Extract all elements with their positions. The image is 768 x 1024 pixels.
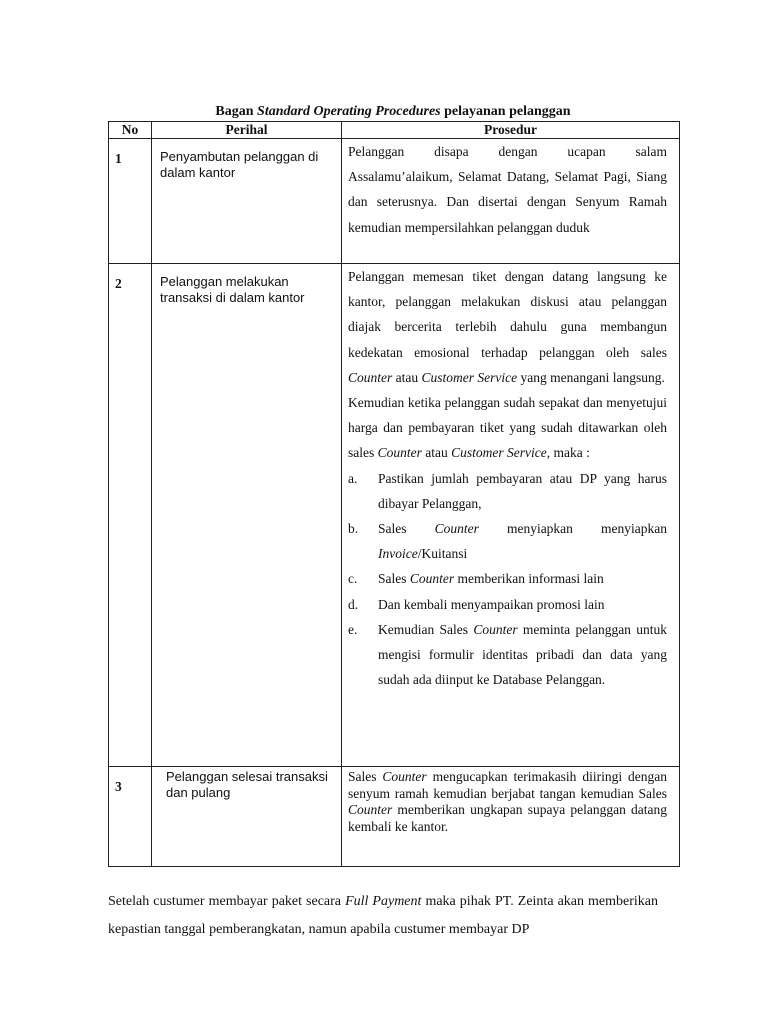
list-item: d. Dan kembali menyampaikan promosi lain xyxy=(348,596,605,612)
table-row xyxy=(109,264,680,767)
table-header-row xyxy=(109,122,680,139)
row-prosedur xyxy=(342,264,680,767)
row-perihal: Pelanggan melakukan transaksi di dalam kantor xyxy=(152,264,342,767)
document-title: Bagan Standard Operating Procedures pelayanan pelanggan xyxy=(215,104,571,119)
list-item: b. Sales Counter menyiapkan menyiapkan Invoice/Kuitansi xyxy=(348,521,667,562)
row-number: 1 xyxy=(109,139,152,264)
list-item: c. Sales Counter memberikan informasi lain xyxy=(348,571,604,587)
row-prosedur: Sales Counter mengucapkan terimakasih diiringi dengan senyum ramah kemudian berjabat tangan kemudian Sales Counter memberikan ungkapan supaya pelanggan datang kembali ke kantor. xyxy=(342,767,680,867)
header-no: No xyxy=(109,122,152,139)
row-perihal: Penyambutan pelanggan di dalam kantor xyxy=(152,139,342,264)
body-paragraph: Setelah custumer membayar paket secara Full Payment maka pihak PT. Zeinta akan memberikan kepastian tanggal pemberangkatan, namun apabila custumer membayar DP xyxy=(108,894,659,937)
row-number: 2 xyxy=(109,264,152,767)
list-item: a. Pastikan jumlah pembayaran atau DP yang harus dibayar Pelanggan, xyxy=(348,470,667,511)
row-prosedur: Pelanggan disapa dengan ucapan salam Assalamu’alaikum, Selamat Datang, Selamat Pagi, Siang dan seterusnya. Dan disertai dengan Senyum Ramah kemudian mempersilahkan pelanggan duduk xyxy=(342,139,680,264)
header-prosedur: Prosedur xyxy=(342,122,680,139)
prosedur-paragraph: Pelanggan memesan tiket dengan datang langsung ke kantor, pelanggan melakukan diskusi atau pelanggan diajak bercerita terlebih dahulu guna membangun kedekatan emosional terhadap pelanggan oleh sales Counter atau Customer Service yang menangani langsung. xyxy=(348,269,667,385)
procedure-list xyxy=(348,466,667,693)
table-row xyxy=(109,139,680,264)
row-perihal: Pelanggan selesai transaksi dan pulang xyxy=(152,767,342,867)
prosedur-paragraph: Kemudian ketika pelanggan sudah sepakat dan menyetujui harga dan pembayaran tiket yang sudah ditawarkan oleh sales Counter atau Customer Service, maka : xyxy=(348,395,667,461)
row-number: 3 xyxy=(109,767,152,867)
header-perihal: Perihal xyxy=(152,122,342,139)
list-item: e. Kemudian Sales Counter meminta pelanggan untuk mengisi formulir identitas pribadi dan data yang sudah ada diinput ke Database Pelanggan. xyxy=(348,621,667,688)
sop-table xyxy=(108,121,680,867)
table-row xyxy=(109,767,680,867)
